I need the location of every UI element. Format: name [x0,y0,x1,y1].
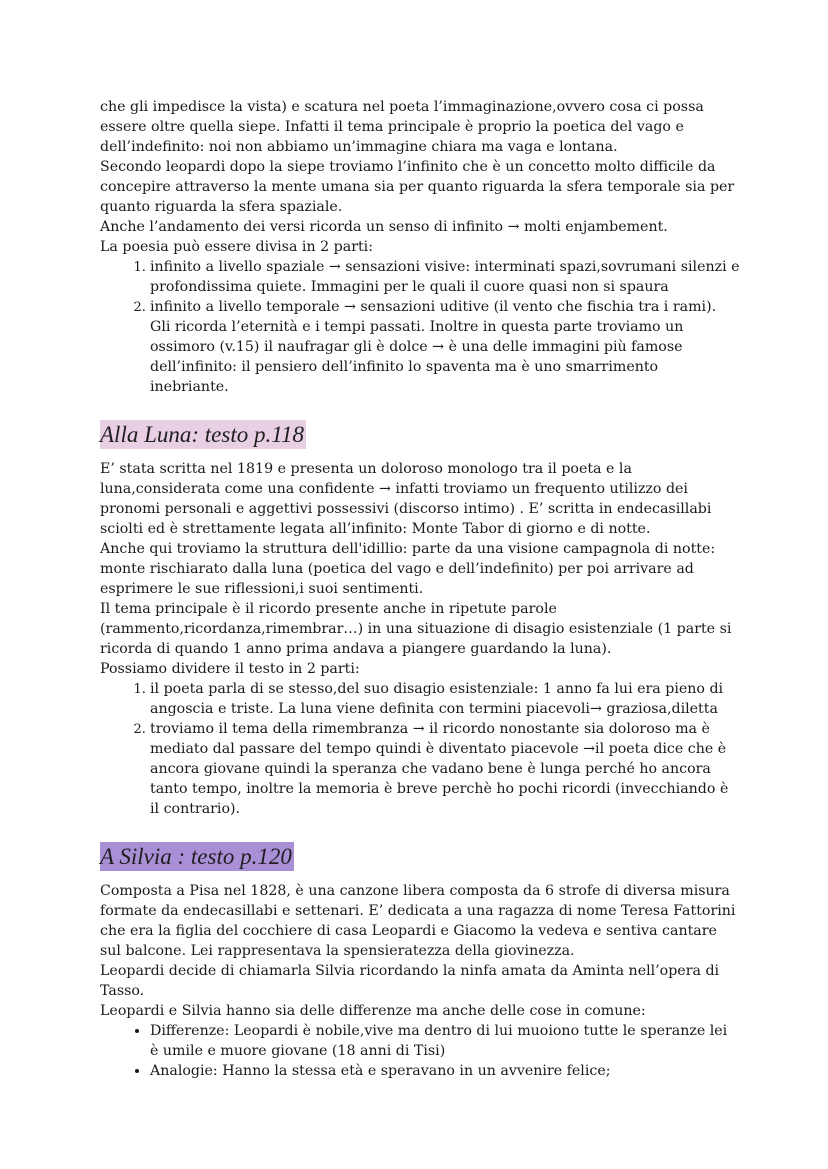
intro-paragraph-2: Secondo leopardi dopo la siepe troviamo l’infinito che è un concetto molto difficile da concepire attraverso la mente umana sia per quanto riguarda la sfera temporale sia per quanto riguarda la sfera spaziale. [100,159,735,215]
document-page [100,97,740,1081]
luna-heading: Alla Luna: testo p.118 [100,422,305,447]
silvia-paragraph-1: Composta a Pisa nel 1828, è una canzone libera composta da 6 strofe di diversa misura formate da endecasillabi e settenari. E’ dedicata a una ragazza di nome Teresa Fattorini che era la figlia del cocchiere di casa Leopardi e Giacomo la vedeva e sentiva cantare sul balcone. Lei rappresentava la spensieratezza della giovinezza. [100,883,736,959]
silvia-paragraph-2: Leopardi decide di chiamarla Silvia ricordando la ninfa amata da Aminta nell’opera di Tasso. [100,963,720,999]
intro-paragraph-4: La poesia può essere divisa in 2 parti: [100,239,373,255]
intro-paragraph-1: che gli impedisce la vista) e scatura nel poeta l’immaginazione,ovvero cosa ci possa essere oltre quella siepe. Infatti il tema principale è proprio la poetica del vago e dell’indefinito: noi non abbiamo un’immagine chiara ma vaga e lontana. [100,99,704,155]
luna-list-item-2: 2. troviamo il tema della rimembranza → il ricordo nonostante sia doloroso ma è mediato dal passare del tempo quindi è diventato piacevole →il poeta dice che è ancora giovane quindi la speranza che vadano bene è lunga perché ho ancora tanto tempo, inoltre la memoria è breve perchè ho pochi ricordi (invecchiando è il contrario). [150,719,740,819]
luna-paragraph-3: Il tema principale è il ricordo presente anche in ripetute parole (rammento,ricordanza,rimembrar…) in una situazione di disagio esistenziale (1 parte si ricorda di quando 1 anno prima andava a piangere guardando la luna). [100,601,732,657]
intro-paragraph-3: Anche l’andamento dei versi ricorda un senso di infinito → molti enjambement. [100,219,668,235]
silvia-section [100,842,740,1081]
luna-list-item-1: 1. il poeta parla di se stesso,del suo disagio esistenziale: 1 anno fa lui era pieno di angoscia e triste. La luna viene definita con termini piacevoli→ graziosa,diletta [150,679,740,719]
silvia-bullet-list [100,1021,740,1081]
silvia-paragraph-3: Leopardi e Silvia hanno sia delle differenze ma anche delle cose in comune: [100,1003,646,1019]
intro-list-item-1: 1. infinito a livello spaziale → sensazioni visive: interminati spazi,sovrumani silenzi e profondissima quiete. Immagini per le quali il cuore quasi non si spaura [150,257,740,297]
silvia-bullet-2: • Analogie: Hanno la stessa età e speravano in un avvenire felice; [150,1061,740,1081]
luna-paragraph-1: E’ stata scritta nel 1819 e presenta un doloroso monologo tra il poeta e la luna,considerata come una confidente → infatti troviamo un frequento utilizzo dei pronomi personali e aggettivi possessivi (discorso intimo) . E’ scritta in endecasillabi sciolti ed è strettamente legata all’infinito: Monte Tabor di giorno e di notte. [100,461,712,537]
luna-section [100,420,740,819]
silvia-heading: A Silvia : testo p.120 [100,844,292,869]
intro-list-item-2: 2. infinito a livello temporale → sensazioni uditive (il vento che fischia tra i rami). Gli ricorda l’eternità e i tempi passati. Inoltre in questa parte troviamo un ossimoro (v.15) il naufragar gli è dolce → è una delle immagini più famose dell’infinito: il pensiero dell’infinito lo spaventa ma è uno smarrimento inebriante. [150,297,740,397]
luna-paragraph-4: Possiamo dividere il testo in 2 parti: [100,661,360,677]
luna-paragraph-2: Anche qui troviamo la struttura dell'idillio: parte da una visione campagnola di notte: monte rischiarato dalla luna (poetica del vago e dell’indefinito) per poi arrivare ad esprimere le sue riflessioni,i suoi sentimenti. [100,541,716,597]
luna-numbered-list [100,679,740,819]
silvia-bullet-1: • Differenze: Leopardi è nobile,vive ma dentro di lui muoiono tutte le speranze lei è umile e muore giovane (18 anni di Tisi) [150,1021,740,1061]
intro-section [100,97,740,397]
intro-numbered-list [100,257,740,397]
